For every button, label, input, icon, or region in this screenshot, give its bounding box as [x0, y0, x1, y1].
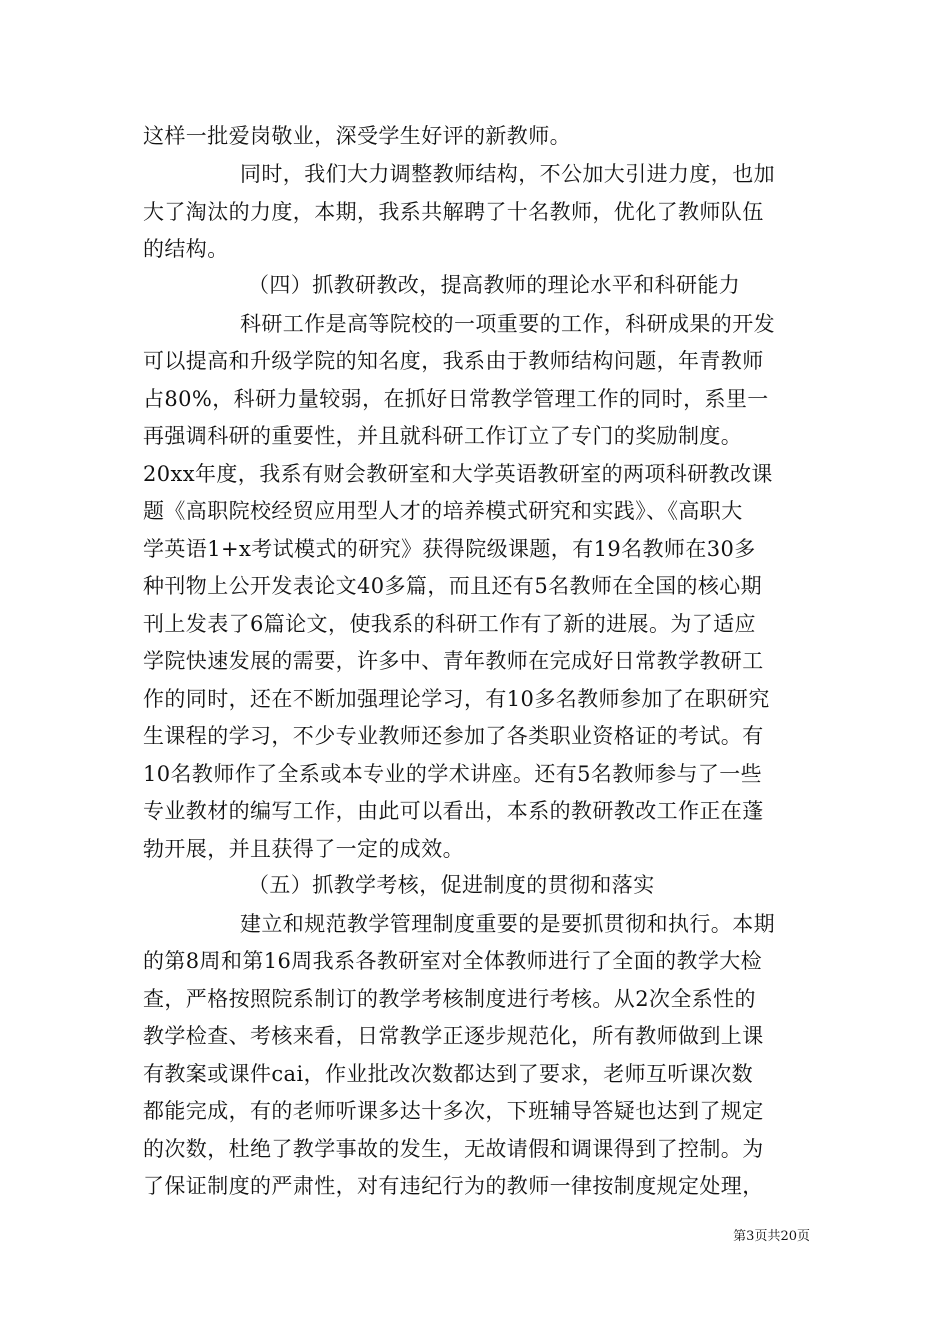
- text-line: 种刊物上公开发表论文40多篇，而且还有5名教师在全国的核心期: [143, 574, 763, 598]
- text-line: 生课程的学习，不少专业教师还参加了各类职业资格证的考试。有: [143, 724, 764, 748]
- text-line: 刊上发表了6篇论文，使我系的科研工作有了新的进展。为了适应: [143, 612, 756, 636]
- paragraph-start: 建立和规范教学管理制度重要的是要抓贯彻和执行。本期: [240, 912, 775, 936]
- text-line: 专业教材的编写工作，由此可以看出，本系的教研教改工作正在蓬: [143, 799, 764, 823]
- text-line: 的结构。: [143, 237, 229, 261]
- section-heading-4: （四）抓教研教改，提高教师的理论水平和科研能力: [248, 273, 741, 297]
- text-line: 大了淘汰的力度，本期，我系共解聘了十名教师，优化了教师队伍: [143, 200, 764, 224]
- text-line: 作的同时，还在不断加强理论学习，有10多名教师参加了在职研究: [143, 687, 770, 711]
- text-line: 都能完成，有的老师听课多达十多次，下班辅导答疑也达到了规定: [143, 1099, 764, 1123]
- text-line: 学院快速发展的需要，许多中、青年教师在完成好日常教学教研工: [143, 649, 764, 673]
- text-line: 再强调科研的重要性，并且就科研工作订立了专门的奖励制度。: [143, 424, 743, 448]
- paragraph-start: 同时，我们大力调整教师结构，不公加大引进力度，也加: [240, 162, 775, 186]
- text-line: 题《高职院校经贸应用型人才的培养模式研究和实践》、《高职大: [143, 499, 743, 523]
- text-line: 10名教师作了全系或本专业的学术讲座。还有5名教师参与了一些: [143, 762, 763, 786]
- text-line: 20xx年度，我系有财会教研室和大学英语教研室的两项科研教改课: [143, 462, 773, 486]
- page-number: 第3页共20页: [733, 1229, 810, 1244]
- text-line: 查，严格按照院系制订的教学考核制度进行考核。从2次全系性的: [143, 987, 756, 1011]
- text-line: 可以提高和升级学院的知名度，我系由于教师结构问题，年青教师: [143, 349, 764, 373]
- paragraph-start: 科研工作是高等院校的一项重要的工作，科研成果的开发: [240, 312, 775, 336]
- text-line: 占80%，科研力量较弱，在抓好日常教学管理工作的同时，系里一: [143, 387, 769, 411]
- text-line: 了保证制度的严肃性，对有违纪行为的教师一律按制度规定处理，: [143, 1174, 764, 1198]
- text-line: 的第8周和第16周我系各教研室对全体教师进行了全面的教学大检: [143, 949, 763, 973]
- text-line: 勃开展，并且获得了一定的成效。: [143, 837, 464, 861]
- text-line: 有教案或课件cai，作业批改次数都达到了要求，老师互听课次数: [143, 1062, 753, 1086]
- section-heading-5: （五）抓教学考核，促进制度的贯彻和落实: [248, 873, 655, 897]
- text-line: 教学检查、考核来看，日常教学正逐步规范化，所有教师做到上课: [143, 1024, 764, 1048]
- text-line: 的次数，杜绝了教学事故的发生，无故请假和调课得到了控制。为: [143, 1137, 764, 1161]
- text-line: 学英语1+x考试模式的研究》获得院级课题，有19名教师在30多: [143, 537, 756, 561]
- text-line: 这样一批爱岗敬业，深受学生好评的新教师。: [143, 124, 571, 148]
